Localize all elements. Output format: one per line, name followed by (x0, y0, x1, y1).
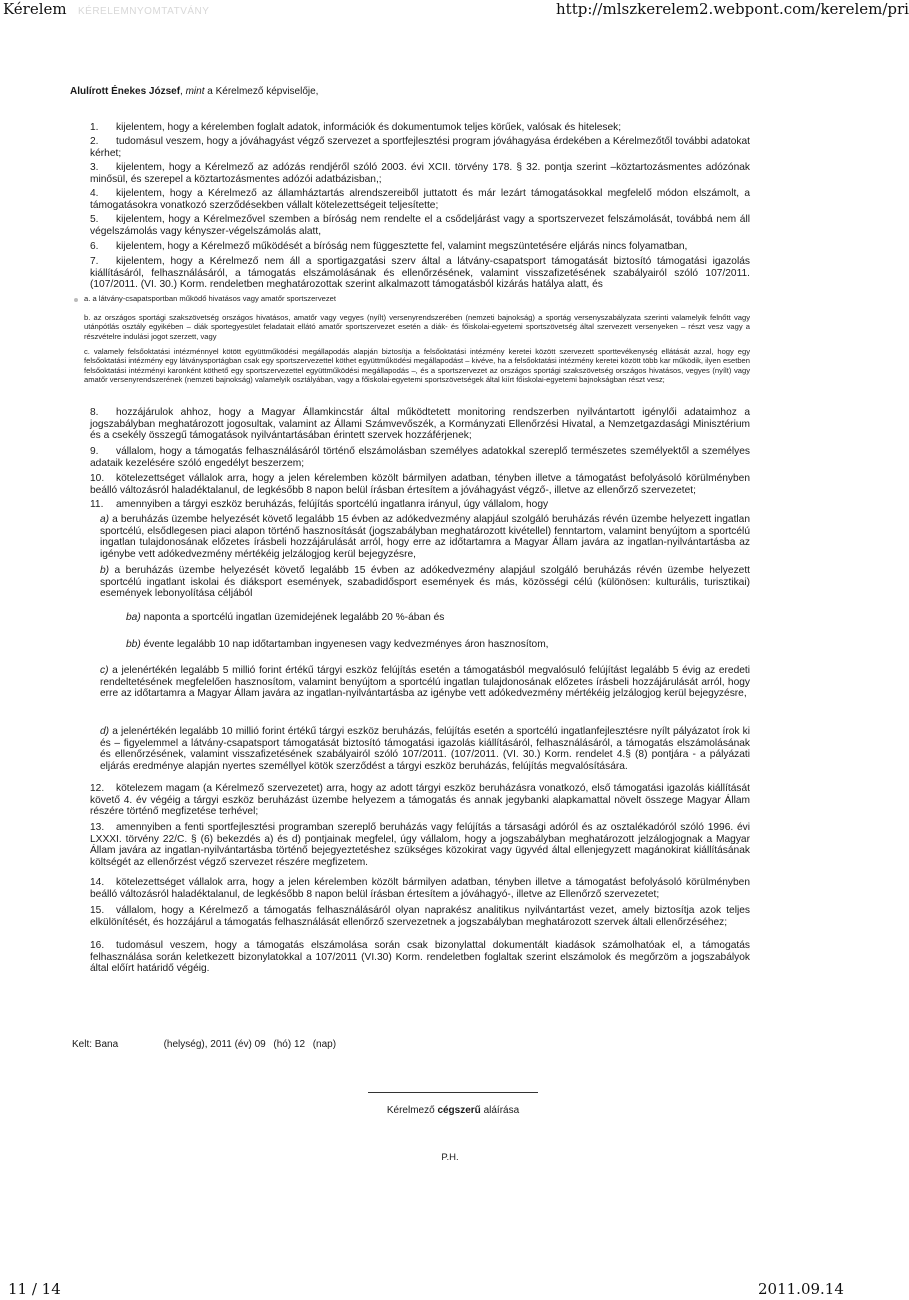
list-item: 1. kijelentem, hogy a kérelemben foglalt adatok, információk és dokumentumok teljes körűek, valósak és hitelesek; (90, 122, 622, 133)
sub-item-b: b. az országos sportági szakszövetség országos hivatásos, amatőr vagy vegyes (nyílt) versenyrendszerében (nemzeti bajnokság) a sportág versenyszabályzata szerinti valamelyik felnőtt vagy utánpótlás osztály egyikében – diák sportegyesület feladatait ellátó amatőr sportszervezet esetén a diák- és főiskolai-egyetemi sportszövetség által szervezett versenyeken – részt vesz vagy a részvételre indulási jogot szerzett, vagy (84, 313, 750, 341)
sub-item-11ba: ba) naponta a sportcélú ingatlan üzemidejének legalább 20 %-ában és (126, 612, 445, 623)
list-item: 16. tudomásul veszem, hogy a támogatás elszámolása során csak bizonylattal dokumentált kiadások számolhatóak el, a támogatás felhasználása során keletkezett bizonylatokkal a 107/2011 (VI.30) Korm. rendeletben foglaltak szerint elszámolok és megőrzöm a jogszabályok által előírt határidő végéig. (90, 940, 750, 975)
list-item: 7. kijelentem, hogy a Kérelmező nem áll a sportigazgatási szerv által a látvány-csapatsport támogatását biztosító támogatási igazolás kiállításáról, felhasználásáról, a támogatás elszámolásának és ellenőrzésének, valamint visszafizetésének szabályairól szóló 107/2011. (107/2011. (VI. 30.) Korm. rendeletben meghatározottak szerint alkalmazott támogatásból kizárás hatálya alatt, és (90, 256, 750, 291)
sub-item-11bb: bb) évente legalább 10 nap időtartamban ingyenesen vagy kedvezményes áron hasznosítom, (126, 639, 549, 650)
signature-line (368, 1092, 538, 1093)
intro-line: Alulírott Énekes József, mint a Kérelmező képviselője, (70, 86, 319, 97)
sub-item-11d: d) a jelenértékén legalább 10 millió forint értékű tárgyi eszköz beruházás, felújítás esetén a sportcélú ingatlanfejlesztésre nyílt pályázatot írok ki és – figyelemmel a látvány-csapatsport támogatását biztosító támogatási igazolás kiállításáról, felhasználásáról, a támogatás elszámolásának és ellenőrzésének, valamint visszafizetésének szabályairól szóló 107/2011. (107/2011. (VI. 30.) Korm. rendelet 4.§ (8) pontjára - a pályázati eljárás eredménye alapján nyertes személlyel kötök szerződést a tárgyi eszköz beruházás, felújítás megvalósítására. (100, 726, 750, 772)
print-url: http://mlszkerelem2.webpont.com/kerelem/pri (556, 0, 909, 18)
bullet-mark (74, 298, 78, 302)
list-item: 14. kötelezettséget vállalok arra, hogy a jelen kérelemben közölt bármilyen adatban, tényben illetve a támogatást befolyásoló körülményben beálló változásról haladéktalanul, de legkésőbb 8 napon belül írásban értesítem a jóváhagyó-, illetve az Ellenőrző szervezetet; (90, 877, 750, 900)
list-item: 3. kijelentem, hogy a Kérelmező az adózás rendjéről szóló 2003. évi XCII. törvény 178. § 32. pontja szerint –köztartozásmentes adózónak minősül, és szerepel a köztartozásmentes adózói adatbázisban,; (90, 162, 750, 185)
sub-item-11c: c) a jelenértékén legalább 5 millió forint értékű tárgyi eszköz felújítás esetén a támogatásból megvalósuló felújítást legalább 5 évig az eredeti rendeltetésének megfelelően hasznosítom, valamint benyújtom a sportcélú ingatlan tulajdonosának előzetes írásbeli hozzájárulását arról, hogy erre az időtartamra a Magyar Állam javára az ingatlan-nyilvántartásba az igénybe vett adókedvezmény mértékéig jelzálogjog kerül bejegyzésre, (100, 665, 750, 700)
ghost-header-text: KÉRELEMNYOMTATVÁNY (78, 6, 210, 17)
print-title: Kérelem (3, 0, 67, 18)
place-value: Bana (94, 1039, 119, 1050)
sub-item-c: c. valamely felsőoktatási intézménnyel kötött együttműködési megállapodás alapján biztosítja a felsőoktatási intézmény keretei között szervezett sporttevékenység ellátását azzal, hogy egy felsőoktatási intézmény egy látványsportágban csak egy sportszervezettel köthet együttműködési megállapodást – kivéve, ha a felsőoktatási intézmény keretei között több kar működik, ilyen esetben felsőoktatási intézményi karonként köthető egy sportszervezettel együttműködési megállapodás –, és a sportszervezet az országos sportági szakszövetség országos hivatásos, vegyes (nyílt) vagy amatőr versenyrendszerének (nemzeti bajnokság) valamelyik osztályában, vagy a főiskolai-egyetemi sportszövetségek által kiírt főiskolai-egyetemi bajnokságban részt vesz; (84, 347, 750, 385)
list-item: 6. kijelentem, hogy a Kérelmező működését a bíróság nem függesztette fel, valamint megszüntetésére eljárás nincs folyamatban, (90, 241, 688, 252)
list-item: 12. kötelezem magam (a Kérelmező szervezetet) arra, hogy az adott tárgyi eszköz beruházásra vonatkozó, első támogatási igazolás kiállítását követő 4. év végéig a tárgyi eszköz beruházást üzembe helyezem a támogatás és annak jegybanki alapkamattal növelt összege Magyar Állam részére történő megfizetése terhével; (90, 783, 750, 818)
list-item: 15. vállalom, hogy a Kérelmező a támogatás felhasználásáról olyan naprakész analitikus nyilvántartást vezet, amely biztosítja azok teljes elkülönítését, és hozzájárul a támogatás felhasználását ellenőrző szervezetnek a jogszabályban meghatározott szervek általi ellenőrzéséhez; (90, 905, 750, 928)
date-line: Kelt: Bana (helység), 2011 (év) 09 (hó) 12 (nap) (72, 1039, 337, 1050)
sub-item-a: a. a látvány-csapatsportban működő hivatásos vagy amatőr sportszervezet (84, 294, 336, 303)
representative-role: a Kérelmező képviselője, (207, 86, 319, 97)
stamp-placeholder: P.H. (441, 1152, 459, 1163)
list-item: 13. amennyiben a fenti sportfejlesztési programban szereplő beruházás vagy felújítás a társasági adóról és az osztalékadóról szóló 1996. évi LXXXI. törvény 22/C. § (6) bekezdés a) és d) pontjainak megfelel, úgy vállalom, hogy a jogszabályban meghatározott jelzálogjognak a Magyar Állam javára az ingatlan-nyilvántartásba történő bejegyeztetéshez szükséges közokirat vagy ügyvéd által ellenjegyzett magánokirat kiállításának költségét az ellenőrzést végző szervezet részére megfizetem. (90, 822, 750, 868)
mint-word: mint (185, 86, 205, 97)
day-value: 12 (293, 1039, 306, 1050)
year-value: 2011 (210, 1039, 232, 1050)
list-item: 8. hozzájárulok ahhoz, hogy a Magyar Államkincstár által működtetett monitoring rendszerben nyilvántartott igénylői adataimhoz a jogszabályban meghatározott jogosultak, valamint az Állami Számvevőszék, a Kormányzati Ellenőrzési Hivatal, a Nemzetgazdasági Minisztérium és a csekély összegű támogatások nyilvántartásában érintett szervek hozzáférjenek; (90, 407, 750, 442)
representative-name: Alulírott Énekes József (70, 86, 181, 97)
signature-label: Kérelmező cégszerű aláírása (386, 1105, 520, 1116)
sub-item-11b: b) a beruházás üzembe helyezését követő legalább 15 évben az adókedvezmény alapjául szolgáló beruházás révén üzembe helyezett sportcélú ingatlant iskolai és diáksport események, szabadidősport események és más, közösségi célú (különösen: kulturális, turisztikai) események lebonyolítása céljából (100, 565, 750, 600)
print-date: 2011.09.14 (758, 1280, 844, 1298)
month-value: 09 (254, 1039, 266, 1050)
list-item: 5. kijelentem, hogy a Kérelmezővel szemben a bíróság nem rendelte el a csődeljárást vagy a sportszervezet felszámolását, továbbá nem áll végelszámolás vagy kényszer-végelszámolás alatt, (90, 214, 750, 237)
sub-item-11a: a) a beruházás üzembe helyezését követő legalább 15 évben az adókedvezmény alapjául szolgáló beruházás révén üzembe helyezett ingatlan sportcélú, elsődlegesen piaci alapon történő hasznosítását (jogszabályban meghatározott kivétellel) fenntartom, valamint benyújtom a sportcélú ingatlan tulajdonosának előzetes írásbeli hozzájárulását arról, hogy erre az időtartamra a Magyar Állam javára az ingatlan-nyilvántartásba az igénybe vett adókedvezmény mértékéig jelzálogjog kerül bejegyzésre, (100, 514, 750, 560)
list-item: 11. amennyiben a tárgyi eszköz beruházás, felújítás sportcélú ingatlanra irányul, úgy vállalom, hogy (90, 499, 549, 510)
list-item: 10. kötelezettséget vállalok arra, hogy a jelen kérelemben közölt bármilyen adatban, tényben illetve a támogatást befolyásoló körülményben beálló változásról haladéktalanul, de legkésőbb 8 napon belül írásban értesítem a jóváhagyást végző-, illetve az ellenőrző szervezetet; (90, 473, 750, 496)
list-item: 2. tudomásul veszem, hogy a jóváhagyást végző szervezet a sportfejlesztési program jóváhagyása érdekében a Kérelmezőtől további adatokat kérhet; (90, 136, 750, 159)
page-counter: 11 / 14 (8, 1280, 61, 1298)
list-item: 4. kijelentem, hogy a Kérelmező az államháztartás alrendszereiből juttatott és már lezárt támogatásokkal megfelelő módon elszámolt, a támogatásokra vonatkozó szerződésekben vállalt kötelezettségeit teljesítette; (90, 188, 750, 211)
list-item: 9. vállalom, hogy a támogatás felhasználásáról történő elszámolásban személyes adatokkal szereplő természetes személyektől a személyes adataik kezelésére szóló engedélyt beszerzem; (90, 446, 750, 469)
